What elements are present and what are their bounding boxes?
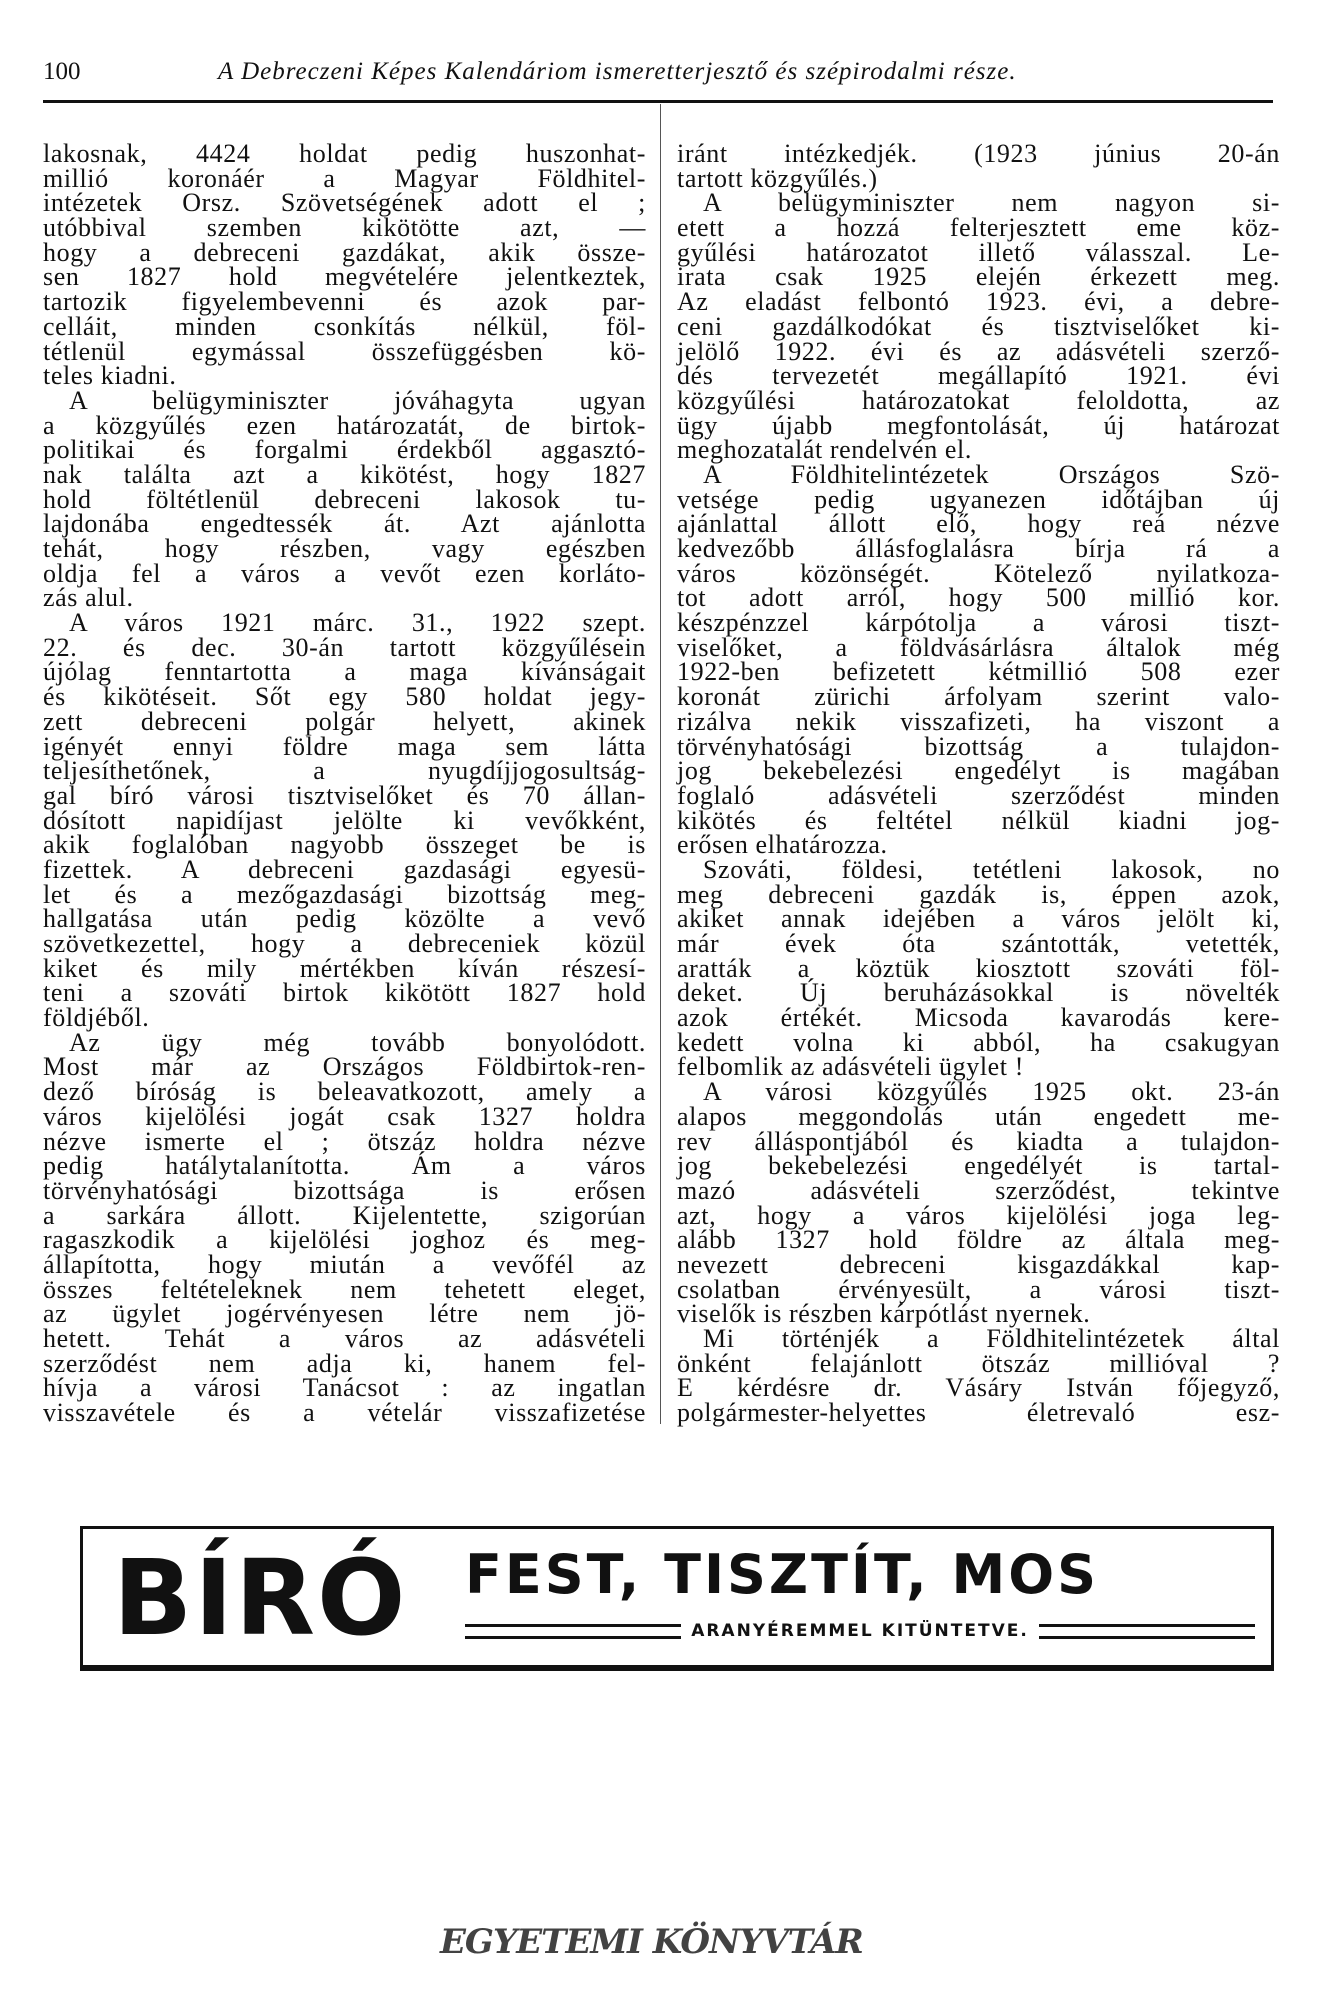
text-line: felbomlik az adásvételi ügylet !: [677, 1052, 1024, 1082]
text-line: ragaszkodik a kijelölési joghoz és meg-: [43, 1225, 646, 1255]
text-line: irata csak 1925 elején érkezett meg.: [677, 262, 1280, 292]
text-line: erősen elhatározza.: [677, 830, 888, 860]
text-line: Mi történjék a Földhitelintézetek által: [703, 1324, 1280, 1353]
text-line: szövetkezettel, hogy a debreceniek közül: [43, 929, 646, 958]
text-line: akiket annak idejében a város jelölt ki,: [677, 904, 1280, 934]
text-line: Az eladást felbontó 1923. évi, a debre-: [677, 287, 1280, 317]
text-line: állapította, hogy miután a vevőfél az: [43, 1249, 646, 1279]
left-column: [43, 139, 646, 1428]
text-line: 1922-ben befizetett kétmillió 508 ezer: [677, 657, 1280, 687]
text-line: a sarkára állott. Kijelentette, szigorúan: [43, 1200, 646, 1230]
text-line: kikötés és feltétel nélkül kiadni jog-: [677, 805, 1280, 835]
text-line: E kérdésre dr. Vásáry István főjegyző,: [677, 1373, 1280, 1403]
text-line: A Földhitelintézetek Országos Szö-: [703, 459, 1280, 489]
text-line: közgyűlési határozatokat feloldotta, az: [677, 385, 1280, 415]
text-line: gal bíró városi tisztviselőket és 70 állan-: [43, 780, 646, 810]
text-line: ajánlattal állott elő, hogy reá nézve: [677, 509, 1280, 539]
text-line: koronát zürichi árfolyam szerint valo-: [677, 682, 1280, 712]
text-line: azt, hogy a város kijelölési joga leg-: [677, 1200, 1280, 1230]
text-line: város közönségét. Kötelező nyilatkoza-: [677, 558, 1280, 588]
text-line: hold föltétlenül debreceni lakosok tu-: [43, 484, 646, 514]
advertisement-box: [80, 1526, 1274, 1671]
text-line: vetsége pedig ugyanezen időtájban új: [677, 484, 1280, 514]
text-line: gyűlési határozatot illető válasszal. Le-: [677, 237, 1280, 267]
text-line: millió koronáér a Magyar Földhitel-: [43, 163, 646, 193]
running-title: A Debreczeni Képes Kalendáriom ismeretterjesztő és szépirodalmi része.: [218, 58, 1017, 85]
text-line: meghozatalát rendelvén el.: [677, 435, 972, 465]
ad-rule-left: [465, 1624, 681, 1639]
text-line: rizálva nekik visszafizeti, ha viszont a: [677, 706, 1280, 736]
text-line: összes feltételeknek nem tehetett eleget,: [43, 1274, 646, 1304]
text-line: etett a hozzá felterjesztett eme köz-: [677, 213, 1280, 243]
text-line: meg debreceni gazdák is, éppen azok,: [677, 879, 1280, 909]
text-line: csolatban érvényesült, a városi tiszt-: [677, 1274, 1280, 1304]
text-line: hívja a városi Tanácsot : az ingatlan: [43, 1373, 646, 1403]
ad-subtitle-row: [465, 1621, 1255, 1641]
text-line: teles kiadni.: [43, 361, 177, 391]
text-line: alapos meggondolás után engedett me-: [677, 1101, 1280, 1131]
text-line: ceni gazdálkodókat és tisztviselőket ki-: [677, 311, 1280, 341]
text-line: azok értékét. Micsoda kavarodás kere-: [677, 1003, 1280, 1033]
text-line: nak találta azt a kikötést, hogy 1827: [43, 459, 646, 489]
text-line: viselőket, a földvásárlásra általok még: [677, 632, 1280, 662]
text-line: aratták a köztük kiosztott szováti föl-: [677, 953, 1280, 983]
text-line: rev álláspontjából és kiadta a tulajdon-: [677, 1126, 1280, 1156]
text-line: dező bíróság is beleavatkozott, amely a: [43, 1077, 646, 1107]
text-line: politikai és forgalmi érdekből aggasztó-: [43, 435, 646, 465]
text-line: dósított napidíjast jelölte ki vevőkként,: [43, 805, 646, 835]
text-line: zás alul.: [43, 583, 134, 613]
text-line: tehát, hogy részben, vagy egészben: [43, 534, 646, 563]
text-line: önként felajánlott ötszáz millióval ?: [677, 1348, 1280, 1378]
ad-brand: BÍRÓ: [113, 1537, 408, 1659]
text-line: let és a mezőgazdasági bizottság meg-: [43, 879, 646, 909]
text-line: 22. és dec. 30-án tartott közgyűlésein: [43, 632, 646, 662]
text-line: zett debreceni polgár helyett, akinek: [43, 706, 646, 736]
text-line: jelölő 1922. évi és az adásvételi szerző-: [677, 336, 1280, 366]
right-column: [677, 139, 1280, 1428]
text-line: Most már az Országos Földbirtok-ren-: [43, 1052, 646, 1082]
text-line: viselők is részben kárpótlást nyernek.: [677, 1299, 1091, 1329]
text-line: kiket és mily mértékben kíván részesí-: [43, 953, 646, 983]
text-line: Szováti, földesi, tetétleni lakosok, no: [703, 854, 1280, 884]
text-line: tartott közgyűlés.): [677, 163, 878, 193]
text-line: és kikötéseit. Sőt egy 580 holdat jegy-: [43, 682, 646, 712]
text-line: kedvezőbb állásfoglalásra bírja rá a: [677, 534, 1280, 563]
text-line: nézve ismerte el ; ötszáz holdra nézve: [43, 1126, 646, 1156]
ad-slogan: FEST, TISZTÍT, MOS: [465, 1543, 1099, 1606]
text-line: utóbbival szemben kikötötte azt, —: [43, 213, 646, 243]
text-line: Az ügy még tovább bonyolódott.: [69, 1027, 646, 1057]
text-line: polgármester-helyettes életrevaló esz-: [677, 1398, 1280, 1428]
text-line: celláit, minden csonkítás nélkül, föl-: [43, 311, 646, 341]
text-line: tartozik figyelembevenni és azok par-: [43, 287, 646, 317]
text-line: tétlenül egymással összefüggésben kö-: [43, 336, 646, 366]
text-line: újólag fenntartotta a maga kívánságait: [43, 657, 646, 687]
text-line: alább 1327 hold földre az általa meg-: [677, 1225, 1280, 1255]
text-line: hogy a debreceni gazdákat, akik össze-: [43, 237, 646, 267]
text-line: hetett. Tehát a város az adásvételi: [43, 1324, 646, 1353]
text-line: törvényhatósági bizottsága is erősen: [43, 1175, 646, 1205]
text-line: város kijelölési jogát csak 1327 holdra: [43, 1101, 646, 1131]
text-line: nevezett debreceni kisgazdákkal kap-: [677, 1249, 1280, 1279]
text-line: dés tervezetét megállapító 1921. évi: [677, 361, 1280, 391]
text-line: tot adott arról, hogy 500 millió kor.: [677, 583, 1280, 613]
text-line: kedett volna ki abból, ha csakugyan: [677, 1027, 1280, 1057]
text-line: foglaló adásvételi szerződést minden: [677, 780, 1280, 810]
text-line: már évek óta szántották, vetették,: [677, 929, 1280, 958]
text-line: földjéből.: [43, 1003, 150, 1033]
text-line: intézetek Orsz. Szövetségének adott el ;: [43, 188, 646, 218]
text-line: hallgatása után pedig közölte a vevő: [43, 904, 646, 934]
text-line: iránt intézkedjék. (1923 június 20-án: [677, 139, 1280, 168]
text-line: A belügyminiszter jóváhagyta ugyan: [69, 385, 646, 415]
page-number: 100: [43, 58, 81, 85]
text-line: teni a szováti birtok kikötött 1827 hold: [43, 978, 646, 1008]
text-line: törvényhatósági bizottság a tulajdon-: [677, 731, 1280, 761]
text-line: A belügyminiszter nem nagyon si-: [703, 188, 1280, 218]
ad-rule-right: [1039, 1624, 1255, 1639]
text-line: mazó adásvételi szerződést, tekintve: [677, 1175, 1280, 1205]
column-divider: [660, 104, 661, 1424]
text-line: pedig hatálytalanította. Ám a város: [43, 1151, 646, 1181]
text-line: a közgyűlés ezen határozatát, de birtok-: [43, 410, 646, 440]
text-line: teljesíthetőnek, a nyugdíjjogosultság-: [43, 756, 646, 786]
text-line: oldja fel a város a vevőt ezen korláto-: [43, 558, 646, 588]
text-line: lajdonába engedtessék át. Azt ajánlotta: [43, 509, 646, 539]
text-line: A város 1921 márc. 31., 1922 szept.: [69, 608, 646, 638]
text-line: az ügylet jogérvényesen létre nem jö-: [43, 1299, 646, 1329]
ad-subtitle: ARANYÉREMMEL KITÜNTETVE.: [691, 1621, 1029, 1641]
text-line: sen 1827 hold megvételére jelentkeztek,: [43, 262, 646, 292]
text-line: szerződést nem adja ki, hanem fel-: [43, 1348, 646, 1378]
text-line: készpénzzel kárpótolja a városi tiszt-: [677, 608, 1280, 638]
running-header: [43, 58, 1268, 94]
header-rule: [43, 100, 1273, 103]
text-line: jog bekebelezési engedélyt is magában: [677, 756, 1280, 786]
text-line: ügy újabb megfontolását, új határozat: [677, 410, 1280, 440]
text-line: lakosnak, 4424 holdat pedig huszonhat-: [43, 139, 646, 168]
text-line: A városi közgyűlés 1925 okt. 23-án: [703, 1077, 1280, 1107]
text-line: jog bekebelezési engedélyét is tartal-: [677, 1151, 1280, 1181]
text-line: akik foglalóban nagyobb összeget be is: [43, 830, 646, 860]
text-line: visszavétele és a vételár visszafizetése: [43, 1398, 646, 1428]
text-line: deket. Új beruházásokkal is növelték: [677, 978, 1280, 1008]
text-line: fizettek. A debreceni gazdasági egyesü-: [43, 854, 646, 884]
text-line: igényét ennyi földre maga sem látta: [43, 731, 646, 761]
library-stamp: EGYETEMI KÖNYVTÁR: [440, 1922, 863, 1962]
